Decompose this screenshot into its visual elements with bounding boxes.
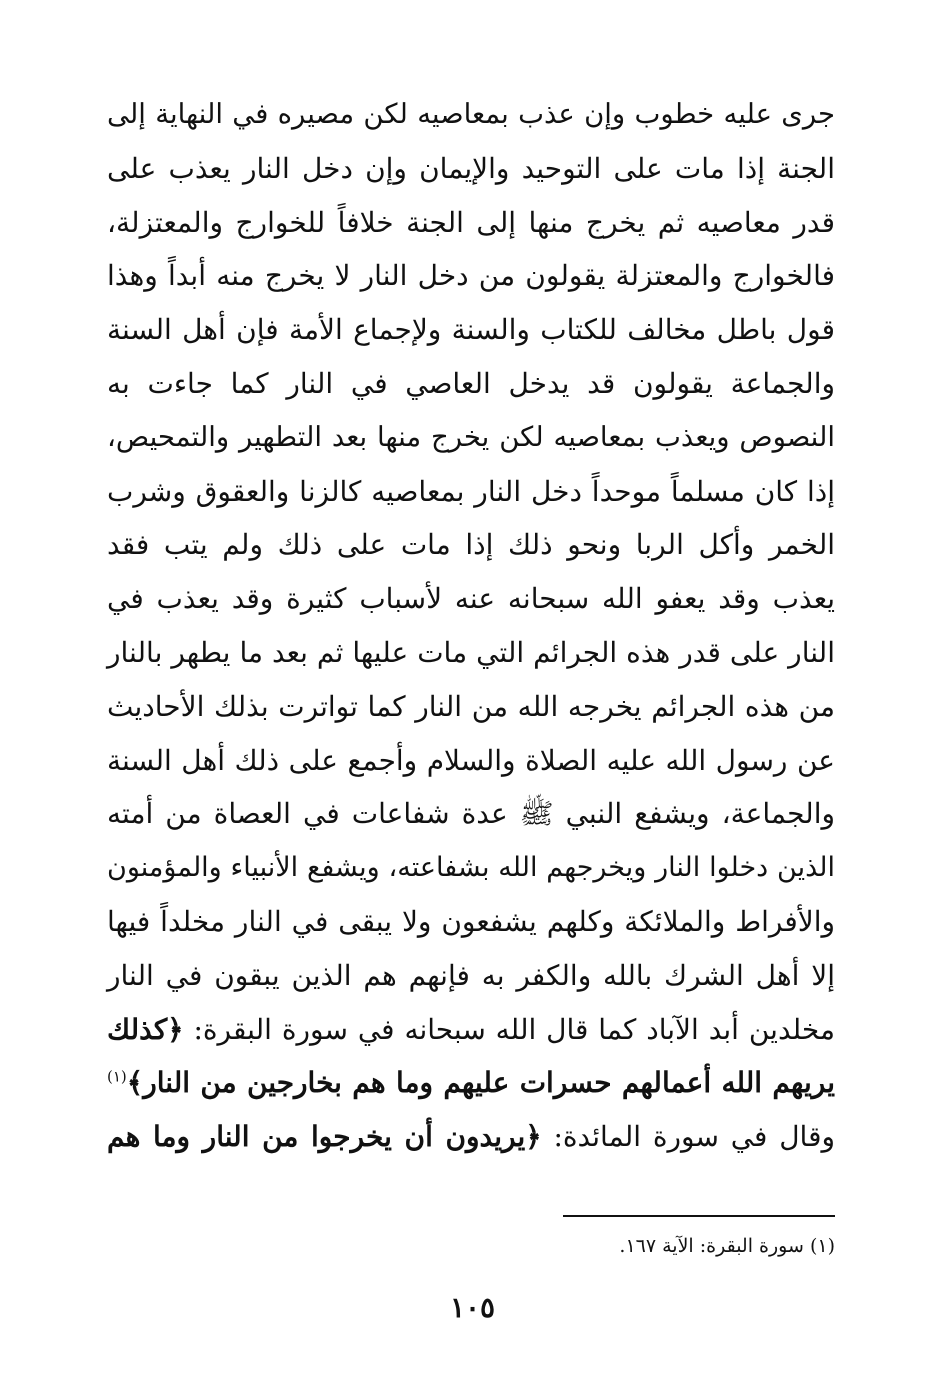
text-line-19 (107, 1056, 835, 1110)
quran-verse: ﴿يريدون أن يخرجوا من النار وما هم (107, 1120, 542, 1154)
quran-verse: يريهم الله أعمالهم حسرات عليهم وما هم بخارجين من النار﴾ (126, 1066, 835, 1100)
main-text (107, 88, 835, 1164)
page-number: ١٠٥ (449, 1291, 496, 1324)
text-line: والأفراط والملائكة وكلهم يشفعون ولا يبقى في النار مخلداً فيها (107, 904, 835, 938)
text-line: النار على قدر هذه الجرائم التي مات عليها ثم بعد ما يطهر بالنار (107, 635, 835, 669)
line-text: وقال في سورة المائدة: (541, 1120, 835, 1154)
text-line: إلا أهل الشرك بالله والكفر به فإنهم هم الذين يبقون في النار (107, 958, 835, 992)
text-line: قول باطل مخالف للكتاب والسنة ولإجماع الأمة فإن أهل السنة (107, 313, 835, 347)
footnote: (١) سورة البقرة: الآية ١٦٧. (619, 1235, 835, 1257)
text-line: إذا كان مسلماً موحداً دخل النار بمعاصيه كالزنا والعقوق وشرب (107, 474, 835, 508)
text-line: الجنة إذا مات على التوحيد والإيمان وإن دخل النار يعذب على (107, 151, 835, 185)
text-line: يعذب وقد يعفو الله سبحانه عنه لأسباب كثيرة وقد يعذب في (107, 582, 835, 616)
text-line: قدر معاصيه ثم يخرج منها إلى الجنة خلافاً للخوارج والمعتزلة، (107, 205, 835, 239)
text-line: والجماعة، ويشفع النبي ﷺ عدة شفاعات في العصاة من أمته (107, 797, 835, 831)
text-line: عن رسول الله عليه الصلاة والسلام وأجمع على ذلك أهل السنة (107, 743, 835, 777)
text-line: الخمر وأكل الربا ونحو ذلك إذا مات على ذلك ولم يتب فقد (107, 528, 835, 562)
text-line: النصوص ويعذب بمعاصيه لكن يخرج منها بعد التطهير والتمحيص، (107, 420, 835, 453)
text-line-20 (107, 1110, 835, 1164)
footnote-divider (563, 1215, 835, 1217)
text-line: الذين دخلوا النار ويخرجهم الله بشفاعته، ويشفع الأنبياء والمؤمنون (107, 852, 835, 884)
quran-verse-open: ﴿كذلك (107, 1012, 184, 1046)
text-line-18 (107, 1003, 835, 1057)
footnote-marker[interactable]: (١) (107, 1068, 127, 1087)
text-line: والجماعة يقولون قد يدخل العاصي في النار كما جاءت به (107, 366, 835, 400)
text-line: جرى عليه خطوب وإن عذب بمعاصيه لكن مصيره في النهاية إلى (107, 98, 835, 130)
text-line: من هذه الجرائم يخرجه الله من النار كما تواترت بذلك الأحاديث (107, 689, 835, 723)
line-text: مخلدين أبد الآباد كما قال الله سبحانه في سورة البقرة: (183, 1012, 835, 1046)
text-line: فالخوارج والمعتزلة يقولون من دخل النار لا يخرج منه أبداً وهذا (107, 259, 835, 293)
